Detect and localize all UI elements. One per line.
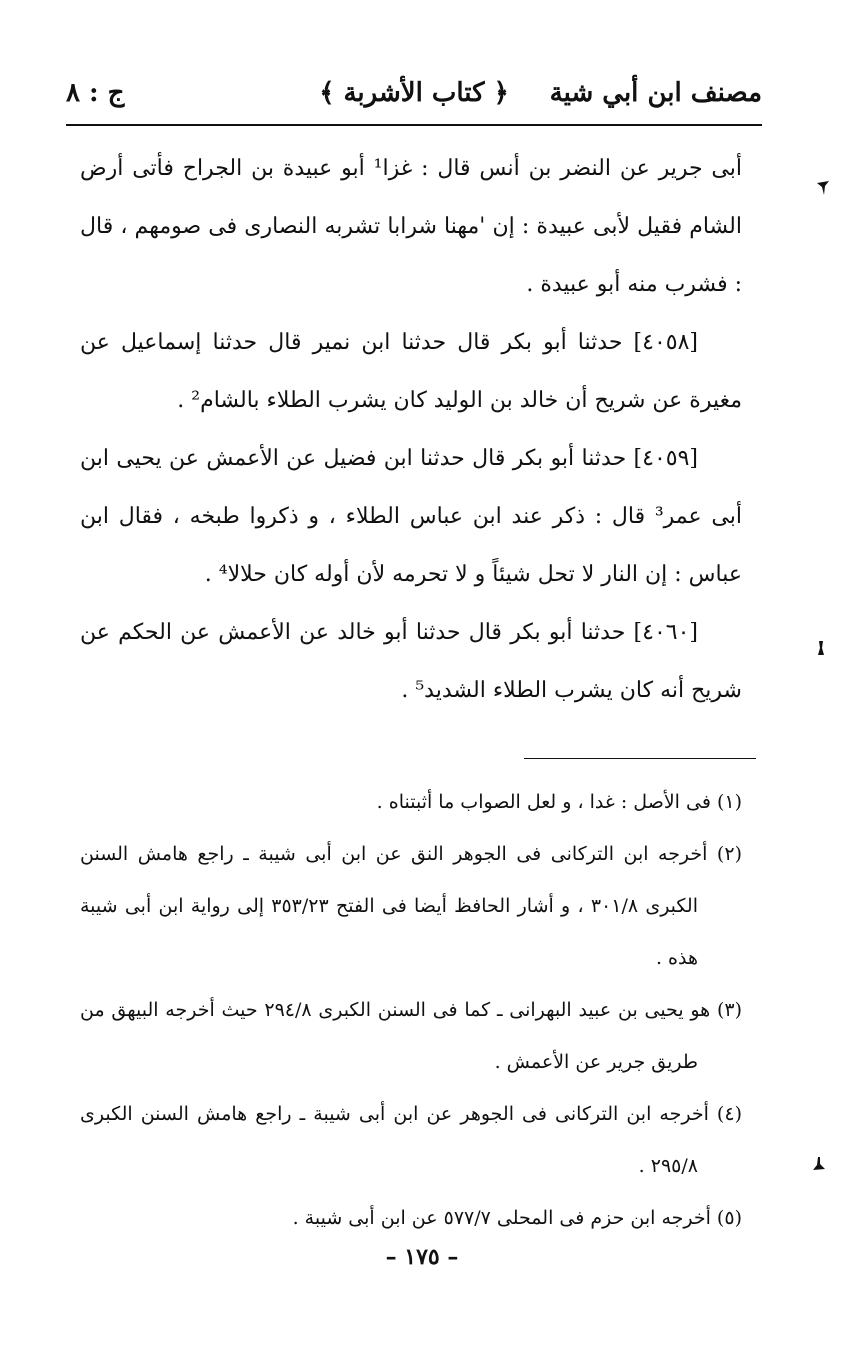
footnotes bbox=[80, 776, 742, 1244]
page-number: – ١٧٥ – bbox=[385, 1244, 459, 1270]
hadith-4059: [٤٠٥٩] حدثنا أبو بكر قال حدثنا ابن فضيل عن الأعمش عن يحيى ابن أبى عمر³ قال : ذكر عند ابن عباس الطلاء ، و ذكروا طبخه ، فقال ابن عباس : إن النار لا تحل شيئاً و لا تحرمه لأن أوله كان حلالا⁴ . bbox=[80, 446, 742, 587]
margin-ink-mark bbox=[812, 1156, 826, 1172]
main-text bbox=[80, 140, 742, 720]
hadith-4058: [٤٠٥٨] حدثنا أبو بكر قال حدثنا ابن نمير قال حدثنا إسماعيل عن مغيرة عن شريح أن خالد بن الوليد كان يشرب الطلاء بالشام² . bbox=[80, 330, 742, 413]
footnote-3: (٣) هو يحيى بن عبيد البهرانى ـ كما فى السنن الكبرى ٢٩٤/٨ حيث أخرجه البيهق من طريق جرير عن الأعمش . bbox=[80, 999, 742, 1073]
margin-ink-mark bbox=[814, 640, 828, 656]
footnote-divider bbox=[524, 758, 756, 759]
book-title: مصنف ابن أبي شية bbox=[549, 78, 762, 108]
header-divider bbox=[66, 124, 762, 126]
running-header bbox=[66, 72, 762, 120]
footnote-1: (١) فى الأصل : غدا ، و لعل الصواب ما أثبتناه . bbox=[376, 791, 742, 813]
paragraph-continuation: أبى جرير عن النضر بن أنس قال : غزا¹ أبو عبيدة بن الجراح فأتى أرض الشام فقيل لأبى عبيدة : إن 'مهنا شرابا تشربه النصارى فى صومهم ، قال : فشرب منه أبو عبيدة . bbox=[80, 156, 743, 297]
footnote-2: (٢) أخرجه ابن التركانى فى الجوهر النق عن ابن أبى شيبة ـ راجع هامش السنن الكبرى ٣٠١/٨ ، و أشار الحافظ أيضا فى الفتح ٣٥٣/٢٣ إلى رواية ابن أبى شيبة هذه . bbox=[80, 843, 742, 969]
volume-number: ج : ٨ bbox=[66, 78, 125, 108]
footnote-4: (٤) أخرجه ابن التركانى فى الجوهر عن ابن أبى شيبة ـ راجع هامش السنن الكبرى ٢٩٥/٨ . bbox=[80, 1103, 742, 1177]
chapter-title: ﴿ كتاب الأشربة ﴾ bbox=[319, 78, 509, 108]
hadith-4060: [٤٠٦٠] حدثنا أبو بكر قال حدثنا أبو خالد عن الأعمش عن الحكم عن شريح أنه كان يشرب الطلاء الشديد⁵ . bbox=[80, 620, 742, 703]
margin-ink-mark bbox=[816, 180, 830, 196]
footnote-5: (٥) أخرجه ابن حزم فى المحلى ٥٧٧/٧ عن ابن أبى شيبة . bbox=[292, 1207, 742, 1229]
